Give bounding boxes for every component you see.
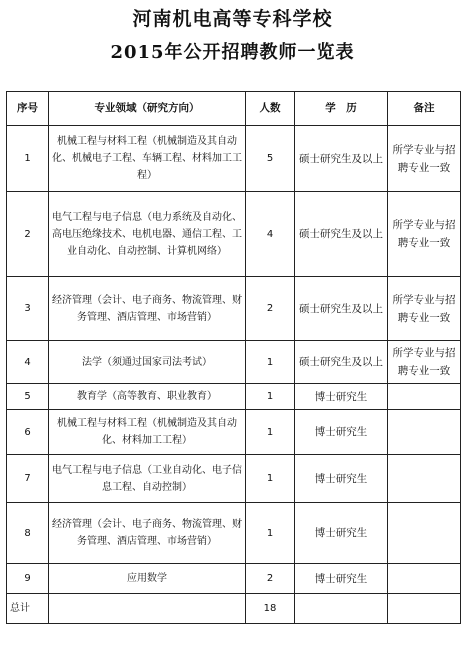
cell-total-count: 18 [246,594,295,624]
cell-note [388,564,461,594]
header-field: 专业领域（研究方向） [49,92,246,126]
cell-total-field [49,594,246,624]
cell-degree: 博士研究生 [295,384,388,410]
header-no: 序号 [7,92,49,126]
cell-field: 教育学（高等教育、职业教育） [49,384,246,410]
cell-degree: 博士研究生 [295,564,388,594]
table-row [7,384,461,410]
cell-note: 所学专业与招聘专业一致 [388,341,461,384]
cell-degree: 硕士研究生及以上 [295,277,388,341]
cell-count: 1 [246,384,295,410]
cell-field: 机械工程与材料工程（机械制造及其自动化、机械电子工程、车辆工程、材料加工工程） [49,126,246,192]
cell-field: 经济管理（会计、电子商务、物流管理、财务管理、酒店管理、市场营销） [49,277,246,341]
table-total-row [7,594,461,624]
cell-no: 2 [7,192,49,277]
cell-total-degree [295,594,388,624]
cell-note [388,455,461,503]
cell-no: 3 [7,277,49,341]
cell-count: 4 [246,192,295,277]
cell-field: 电气工程与电子信息（工业自动化、电子信息工程、自动控制） [49,455,246,503]
cell-no: 6 [7,410,49,455]
document-subtitle: 2015年公开招聘教师一览表 [110,42,355,63]
header-count: 人数 [246,92,295,126]
recruitment-table [6,91,461,624]
cell-no: 8 [7,503,49,564]
table-row [7,277,461,341]
cell-note [388,503,461,564]
cell-field: 机械工程与材料工程（机械制造及其自动化、材料加工工程） [49,410,246,455]
cell-degree: 硕士研究生及以上 [295,341,388,384]
cell-count: 1 [246,341,295,384]
cell-degree: 博士研究生 [295,410,388,455]
cell-note [388,384,461,410]
table-header-row [7,92,461,126]
cell-degree: 硕士研究生及以上 [295,192,388,277]
table-row [7,455,461,503]
cell-field: 电气工程与电子信息（电力系统及自动化、高电压绝缘技术、电机电器、通信工程、工业自动化、自动控制、计算机网络） [49,192,246,277]
cell-degree: 博士研究生 [295,455,388,503]
cell-note: 所学专业与招聘专业一致 [388,277,461,341]
document-title: 河南机电高等专科学校 [132,8,333,30]
cell-no: 4 [7,341,49,384]
cell-count: 5 [246,126,295,192]
table-row [7,564,461,594]
cell-count: 2 [246,277,295,341]
cell-field: 经济管理（会计、电子商务、物流管理、财务管理、酒店管理、市场营销） [49,503,246,564]
cell-note: 所学专业与招聘专业一致 [388,192,461,277]
cell-field: 应用数学 [49,564,246,594]
cell-count: 1 [246,455,295,503]
table-row [7,192,461,277]
cell-no: 5 [7,384,49,410]
cell-note: 所学专业与招聘专业一致 [388,126,461,192]
cell-field: 法学（须通过国家司法考试） [49,341,246,384]
cell-no: 7 [7,455,49,503]
cell-no: 1 [7,126,49,192]
table-row [7,503,461,564]
cell-note [388,410,461,455]
cell-degree: 博士研究生 [295,503,388,564]
table-row [7,341,461,384]
header-degree: 学 历 [295,92,388,126]
cell-count: 1 [246,410,295,455]
table-row [7,410,461,455]
header-note: 备注 [388,92,461,126]
cell-count: 2 [246,564,295,594]
cell-total-label: 总计 [7,594,49,624]
cell-count: 1 [246,503,295,564]
cell-total-note [388,594,461,624]
table-row [7,126,461,192]
cell-degree: 硕士研究生及以上 [295,126,388,192]
cell-no: 9 [7,564,49,594]
